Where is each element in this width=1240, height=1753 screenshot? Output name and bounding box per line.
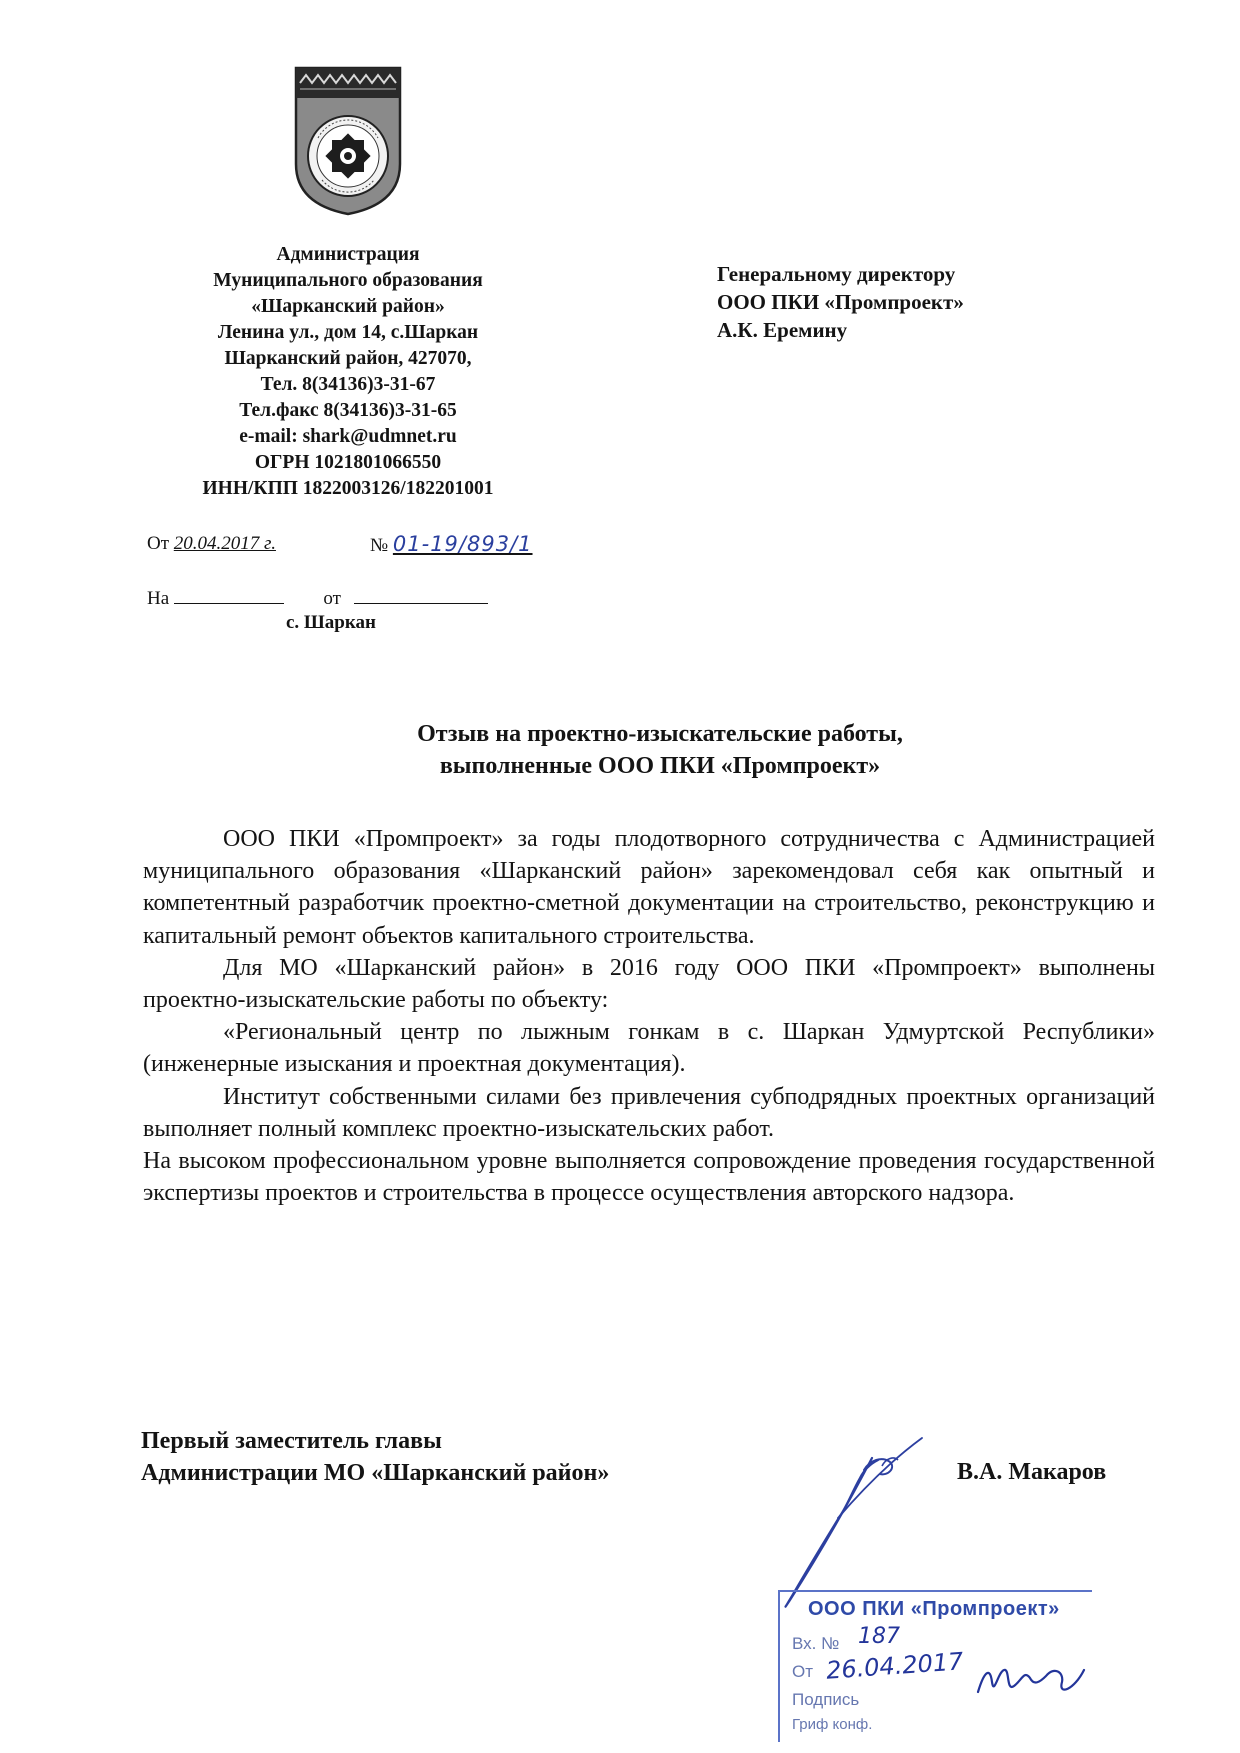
outgoing-number <box>370 532 533 558</box>
addressee-line: А.К. Еремину <box>717 318 848 342</box>
title-line-1: Отзыв на проектно-изыскательские работы, <box>417 721 903 747</box>
reply-reference <box>147 585 488 611</box>
addressee-line: ООО ПКИ «Промпроект» <box>717 290 964 314</box>
date-label: От <box>147 533 170 554</box>
body-paragraph: На высоком профессиональном уровне выполняется сопровождение проведения государственной экспертизы проектов и строительства в процессе осуществления авторского надзора. <box>143 1148 1155 1207</box>
title-line-2: выполненные ООО ПКИ «Промпроект» <box>439 753 881 779</box>
sender-line: Тел. 8(34136)3-31-67 <box>260 374 436 395</box>
na-label: На <box>147 588 170 609</box>
ot-label: от <box>323 588 341 609</box>
stamp-in-value: 187 <box>858 1624 900 1649</box>
stamp-date-label: От <box>792 1662 814 1681</box>
na-blank <box>174 585 284 604</box>
number-label: № <box>370 535 389 556</box>
sender-email[interactable]: e-mail: shark@udmnet.ru <box>239 426 457 447</box>
sender-line: Муниципального образования <box>213 270 483 291</box>
addressee-block <box>717 260 1097 344</box>
stamp-extra-label: Гриф конф. <box>792 1716 873 1733</box>
signatory-position <box>141 1425 609 1489</box>
date-value: 20.04.2017 г. <box>173 533 276 554</box>
body-paragraph: «Региональный центр по лыжным гонкам в с. Шаркан Удмуртской Республики» (инженерные изыскания и проектная документация). <box>143 1019 1155 1078</box>
ot-blank <box>354 585 488 604</box>
stamp-handwritten-signature-icon <box>974 1652 1094 1712</box>
sender-line: Тел.факс 8(34136)3-31-65 <box>239 400 457 421</box>
sender-block <box>150 242 546 502</box>
number-value: 01-19/893/1 <box>392 532 533 556</box>
position-line-2: Администрации МО «Шарканский район» <box>141 1460 610 1486</box>
incoming-registration-stamp <box>778 1590 1098 1750</box>
outgoing-date <box>147 532 276 556</box>
body-paragraph: Для МО «Шарканский район» в 2016 году ООО ПКИ «Промпроект» выполнены проектно-изыскательские работы по объекту: <box>143 954 1155 1014</box>
letter-body <box>143 823 1155 1209</box>
body-paragraph: Институт собственными силами без привлечения субподрядных проектных организаций выполняет полный комплекс проектно-изыскательских работ. <box>143 1083 1155 1142</box>
letter-title <box>200 718 1120 782</box>
position-line-1: Первый заместитель главы <box>141 1428 442 1454</box>
body-paragraph: ООО ПКИ «Промпроект» за годы плодотворного сотрудничества с Администрацией муниципального образования «Шарканский район» зарекомендовал себя как опытный и компетентный разработчик проектно-сметной документации на строительство, реконструкцию и капитальный ремонт объектов капитального строительства. <box>143 826 1155 949</box>
sender-line: ОГРН 1021801066550 <box>254 452 442 473</box>
sender-line: ИНН/КПП 1822003126/182201001 <box>202 478 494 499</box>
sender-line: «Шарканский район» <box>251 296 445 317</box>
addressee-line: Генеральному директору <box>717 262 956 286</box>
stamp-date-value: 26.04.2017 <box>825 1647 965 1685</box>
sender-line: Ленина ул., дом 14, с.Шаркан <box>217 322 479 343</box>
stamp-org: ООО ПКИ «Промпроект» <box>808 1598 1060 1620</box>
sender-line: Шарканский район, 427070, <box>224 348 472 369</box>
place-of-issue: с. Шаркан <box>286 612 376 633</box>
stamp-in-label: Вх. № <box>792 1634 840 1653</box>
signatory-name: В.А. Макаров <box>957 1459 1107 1485</box>
stamp-signature-label: Подпись <box>792 1690 860 1709</box>
sender-line: Администрация <box>276 244 420 265</box>
district-coat-of-arms-icon <box>292 64 404 216</box>
